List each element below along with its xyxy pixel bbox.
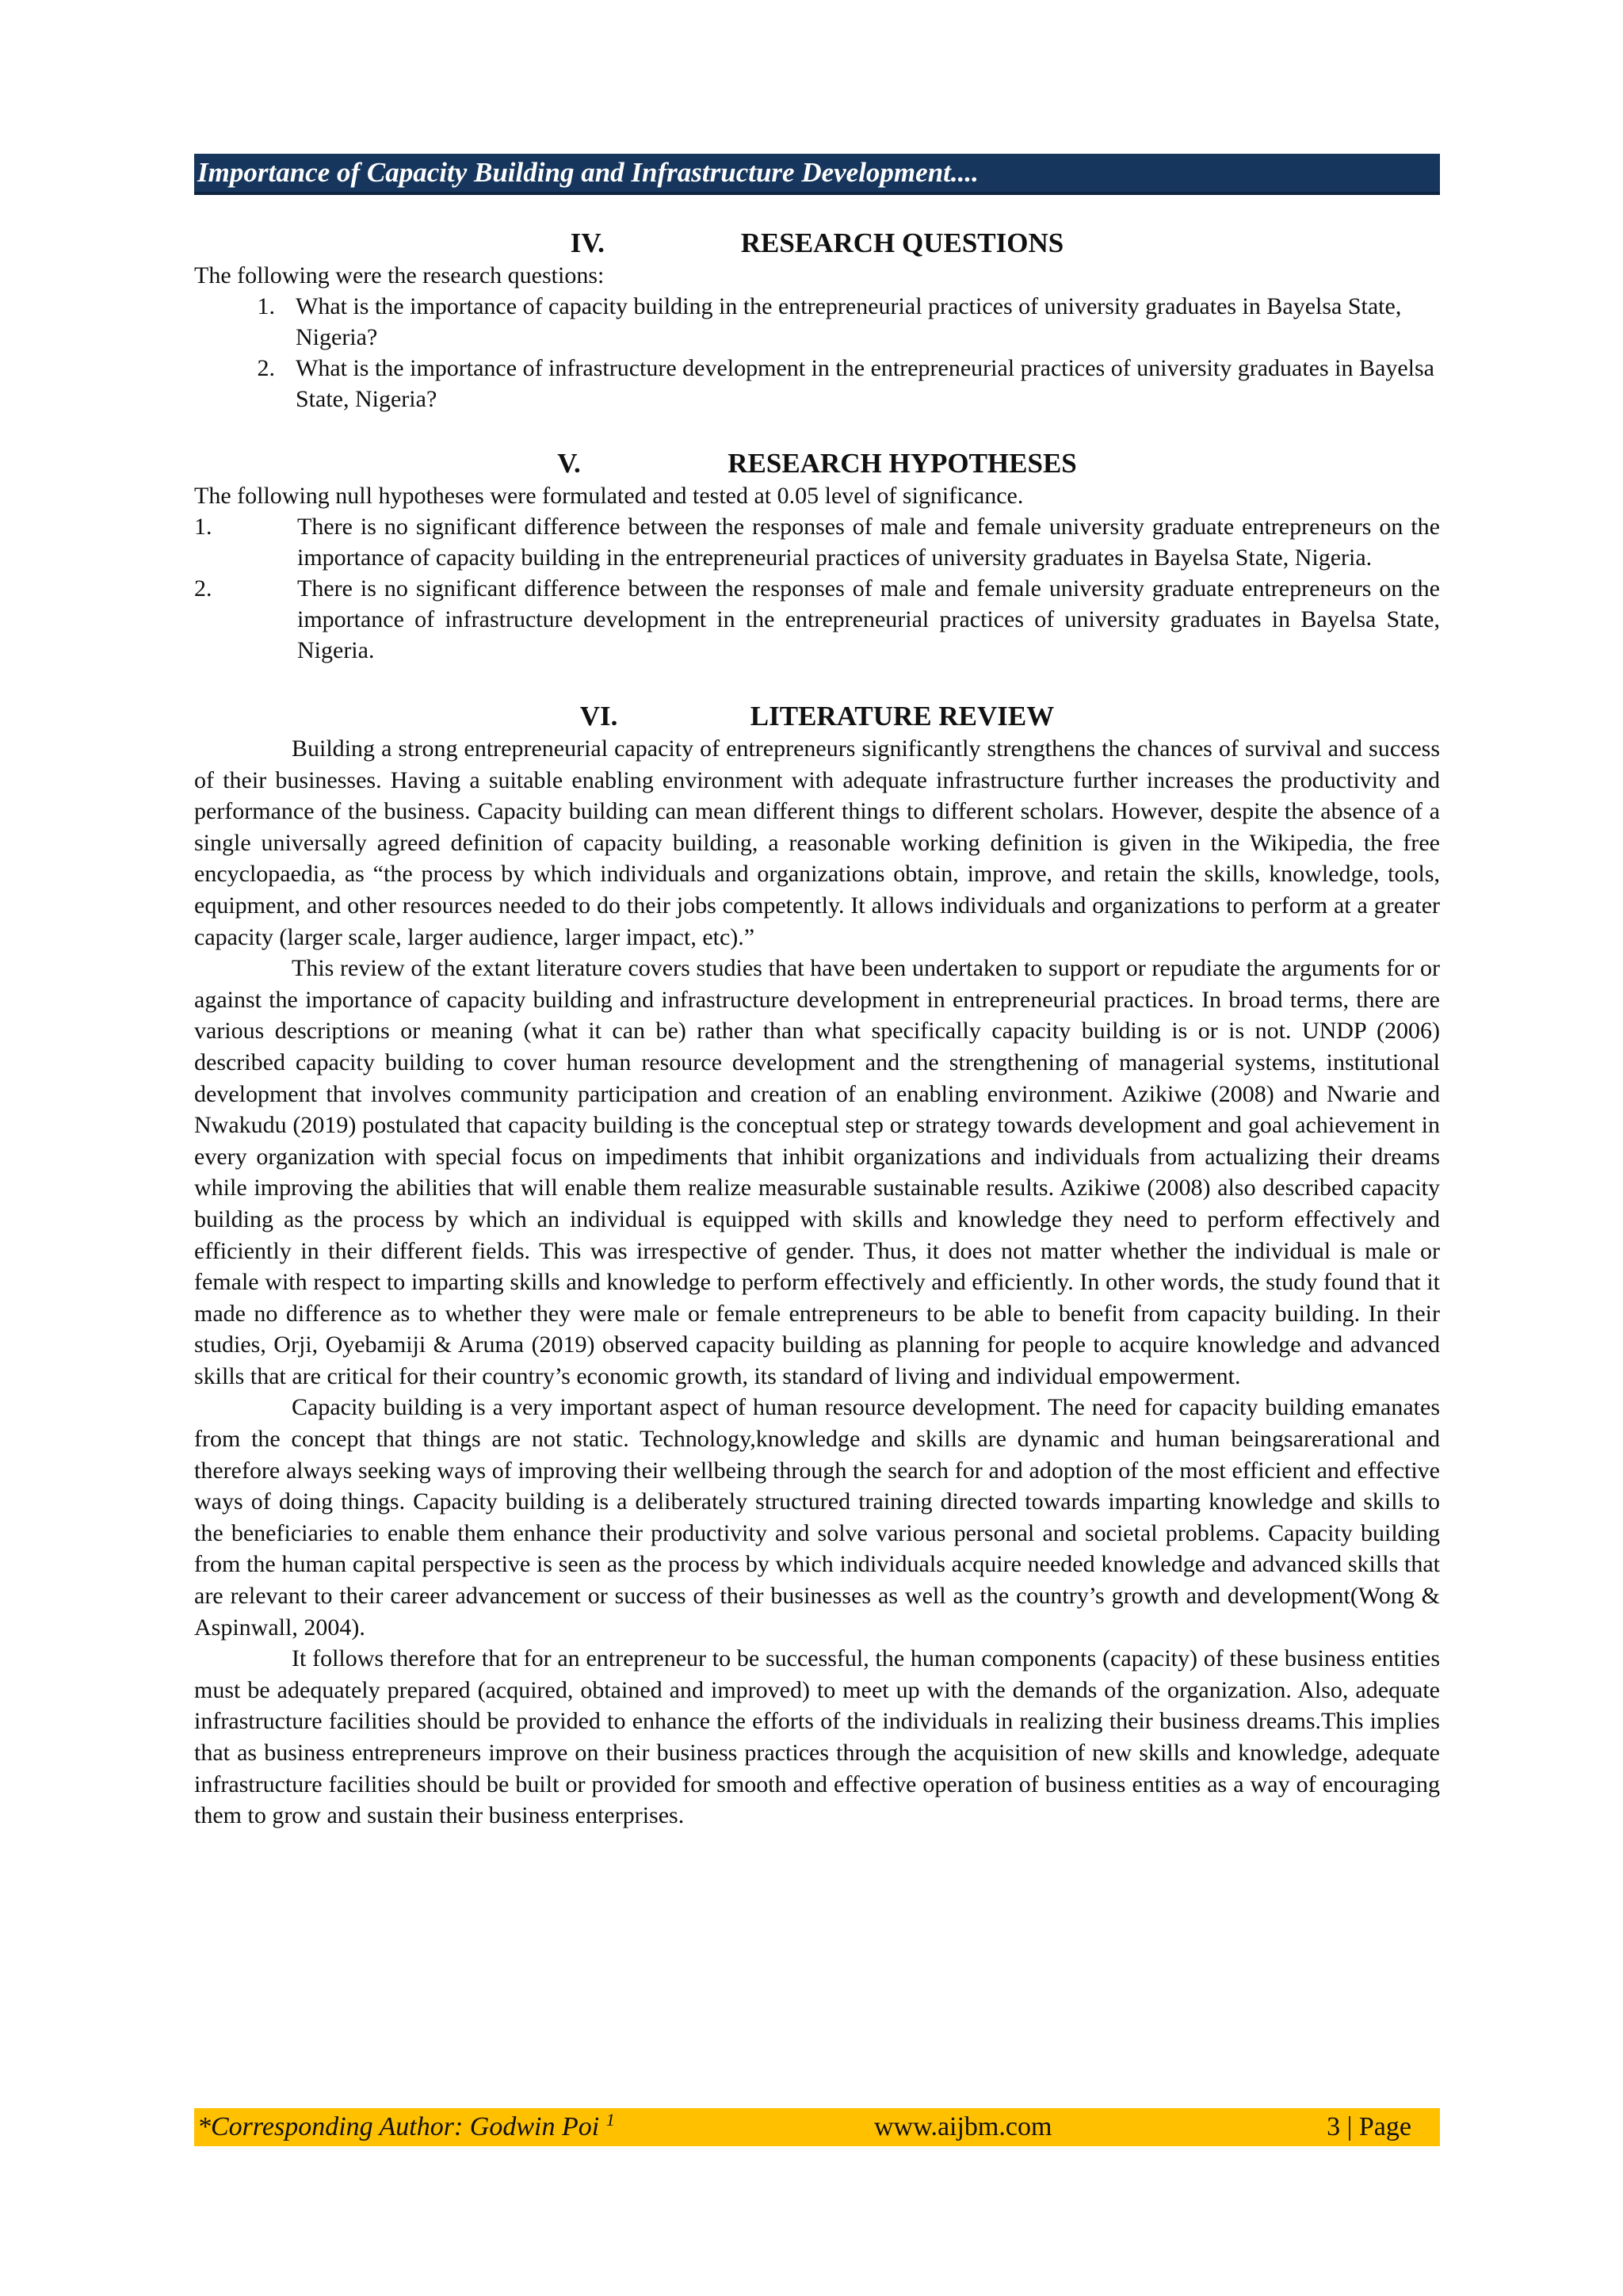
section-heading-literature-review	[194, 700, 1440, 733]
section-title: RESEARCH HYPOTHESES	[727, 448, 1077, 479]
section-heading-research-questions	[194, 227, 1440, 260]
list-marker: 2.	[194, 575, 212, 602]
research-hypotheses-intro: The following null hypotheses were formulated and tested at 0.05 level of significance.	[194, 483, 1024, 509]
paragraph: Capacity building is a very important aspect of human resource development. The need for capacity building emanates from the concept that things are not static. Technology,knowledge and skills are dynamic and human beingsarerational and therefore always seeking ways of improving their wellbeing through the search for and adoption of the most efficient and effective ways of doing things. Capacity building is a deliberately structured training directed towards imparting knowledge and skills to the beneficiaries to enable them enhance their productivity and solve various personal and societal problems. Capacity building from the human capital perspective is seen as the process by which individuals acquire needed knowledge and advanced skills that are relevant to their career advancement or success of their businesses as well as the country’s growth and development(Wong & Aspinwall, 2004).	[194, 1394, 1440, 1641]
paragraph: Building a strong entrepreneurial capacity of entrepreneurs significantly strengthens the chances of survival and success of their businesses. Having a suitable enabling environment with adequate infrastructure further increases the productivity and performance of the business. Capacity building can mean different things to different scholars. However, despite the absence of a single universally agreed definition of capacity building, a reasonable working definition is given in the Wikipedia, the free encyclopaedia, as “the process by which individuals and organizations obtain, improve, and retain the skills, knowledge, tools, equipment, and other resources needed to do their jobs competently. It allows individuals and organizations to perform at a greater capacity (larger scale, larger audience, larger impact, etc).”	[194, 735, 1440, 950]
footer-author-superscript: 1	[605, 2110, 615, 2130]
section-number: VI.	[579, 701, 618, 732]
section-number: IV.	[570, 227, 605, 258]
paragraph: It follows therefore that for an entrepreneur to be successful, the human components (capacity) of these business entities must be adequately prepared (acquired, obtained and improved) to meet up with the demands of the organization. Also, adequate infrastructure facilities should be provided to enhance the efforts of the individuals in realizing their business dreams.This implies that as business entrepreneurs improve on their business practices through the acquisition of new skills and knowledge, adequate infrastructure facilities should be built or provided for smooth and effective operation of business entities as a way of encouraging them to grow and sustain their business enterprises.	[194, 1645, 1440, 1829]
research-questions-list	[194, 291, 1440, 415]
hypothesis-text: There is no significant difference between the responses of male and female university graduate entrepreneurs on the importance of capacity building in the entrepreneurial practices of university graduates in Bayelsa State, Nigeria.	[297, 514, 1440, 571]
list-marker: 2.	[257, 355, 275, 381]
research-question-text: What is the importance of capacity building in the entrepreneurial practices of university graduates in Bayelsa State, Nigeria?	[296, 293, 1402, 350]
hypothesis-text: There is no significant difference between the responses of male and female university graduate entrepreneurs on the importance of infrastructure development in the entrepreneurial practices of university graduates in Bayelsa State, Nigeria.	[297, 575, 1440, 663]
footer-website[interactable]: www.aijbm.com	[874, 2112, 1052, 2141]
research-question-text: What is the importance of infrastructure development in the entrepreneurial practices of university graduates in Bayelsa State, Nigeria?	[296, 355, 1434, 412]
running-header	[194, 154, 1440, 195]
research-questions-intro: The following were the research questions:	[194, 262, 605, 288]
paragraph: This review of the extant literature covers studies that have been undertaken to support or repudiate the arguments for or against the importance of capacity building and infrastructure development in entrepreneurial practices. In broad terms, there are various descriptions or meaning (what it can be) rather than what specifically capacity building is or is not. UNDP (2006) described capacity building to cover human resource development and the strengthening of managerial systems, institutional development that involves community participation and creation of an enabling environment. Azikiwe (2008) and Nwarie and Nwakudu (2019) postulated that capacity building is the conceptual step or strategy towards development and goal achievement in every organization with special focus on impediments that inhibit organizations and individuals from actualizing their dreams while improving the abilities that will enable them realize measurable sustainable results. Azikiwe (2008) also described capacity building as the process by which an individual is equipped with skills and knowledge they need to perform effectively and efficiently in their different fields. This was irrespective of gender. Thus, it does not matter whether the individual is male or female with respect to imparting skills and knowledge to perform effectively and efficiently. In other words, the study found that it made no difference as to whether they were male or female entrepreneurs to be able to benefit from capacity building. In their studies, Orji, Oyebamiji & Aruma (2019) observed capacity building as planning for people to acquire knowledge and advanced skills that are critical for their country’s economic growth, its standard of living and individual empowerment.	[194, 955, 1440, 1389]
list-marker: 1.	[194, 514, 212, 540]
list-item	[194, 573, 1440, 666]
section-heading-research-hypotheses	[194, 447, 1440, 480]
list-marker: 1.	[257, 293, 275, 319]
section-title: RESEARCH QUESTIONS	[740, 227, 1064, 258]
footer-author-text: *Corresponding Author: Godwin Poi	[197, 2112, 600, 2141]
footer-author	[197, 2108, 615, 2149]
running-footer	[194, 2108, 1440, 2146]
section-title: LITERATURE REVIEW	[750, 701, 1055, 732]
list-item	[194, 353, 1440, 415]
research-hypotheses-list	[194, 511, 1440, 666]
literature-review-body	[194, 733, 1440, 1832]
running-header-title: Importance of Capacity Building and Infrastructure Development....	[197, 157, 979, 188]
list-item	[194, 511, 1440, 573]
footer-page-number: 3 | Page	[1327, 2112, 1411, 2141]
section-number: V.	[557, 448, 581, 479]
document-page	[194, 154, 1440, 1832]
list-item	[194, 291, 1440, 353]
